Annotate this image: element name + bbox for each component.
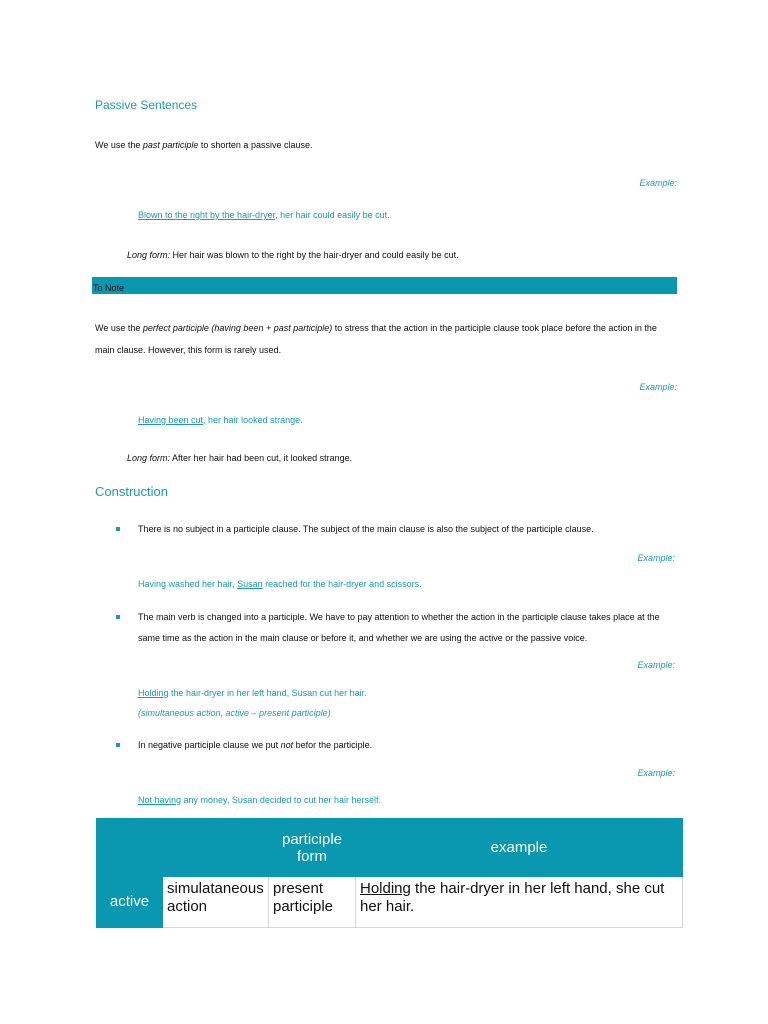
note-example: Having been cut, her hair looked strange. xyxy=(138,415,303,425)
example-label: Example: xyxy=(637,660,675,670)
table-cell-form: present participle xyxy=(269,877,356,928)
bullet-3-example: Not having any money, Susan decided to cut her hair herself. xyxy=(138,795,381,805)
participle-table xyxy=(96,818,683,928)
bullet-2-note: (simultaneous action, active – present participle) xyxy=(138,708,331,718)
passive-example: Blown to the right by the hair-dryer, her hair could easily be cut. xyxy=(138,210,390,220)
to-note-title: To Note xyxy=(93,283,125,293)
example-label: Example: xyxy=(637,768,675,778)
note-longform: Long form: After her hair had been cut, it looked strange. xyxy=(127,453,353,463)
to-note-bar xyxy=(92,277,677,294)
table-cell-example: Holding the hair-dryer in her left hand, she cut her hair. xyxy=(356,877,683,928)
table-header-form: participle form xyxy=(269,819,356,877)
note-line-1: We use the perfect participle (having been + past participle) to stress that the action in the participle clause took place before the action in the xyxy=(95,323,657,333)
section-title-passive: Passive Sentences xyxy=(95,98,198,112)
table-row xyxy=(97,877,683,928)
bullet-marker xyxy=(116,527,120,531)
construction-bullet-1: There is no subject in a participle clause. The subject of the main clause is also the subject of the participle clause. xyxy=(138,524,594,534)
table-header-row xyxy=(97,819,683,877)
example-label: Example: xyxy=(639,178,677,188)
section-title-construction: Construction xyxy=(95,484,168,499)
bullet-marker xyxy=(116,615,120,619)
table-header-empty xyxy=(97,819,163,877)
construction-bullet-2-line-1: The main verb is changed into a participle. We have to pay attention to whether the action in the participle clause takes place at the xyxy=(138,612,660,622)
bullet-marker xyxy=(116,743,120,747)
bullet-1-example: Having washed her hair, Susan reached for the hair-dryer and scissors. xyxy=(138,579,422,589)
construction-bullet-2-line-2: same time as the action in the main clause or before it, and whether we are using the active or the passive voice. xyxy=(138,633,588,643)
bullet-2-example: Holding the hair-dryer in her left hand, Susan cut her hair. xyxy=(138,688,367,698)
note-line-2: main clause. However, this form is rarely used. xyxy=(95,345,282,355)
example-label: Example: xyxy=(637,553,675,563)
table-cell-voice: active xyxy=(97,877,163,928)
example-label: Example: xyxy=(639,382,677,392)
passive-longform: Long form: Her hair was blown to the right by the hair-dryer and could easily be cut. xyxy=(127,250,459,260)
table-header-example: example xyxy=(356,819,683,877)
table-header-empty xyxy=(163,819,269,877)
passive-intro: We use the past participle to shorten a passive clause. xyxy=(95,140,313,150)
table-cell-action: simulataneous action xyxy=(163,877,269,928)
construction-bullet-3: In negative participle clause we put not befor the participle. xyxy=(138,740,373,750)
